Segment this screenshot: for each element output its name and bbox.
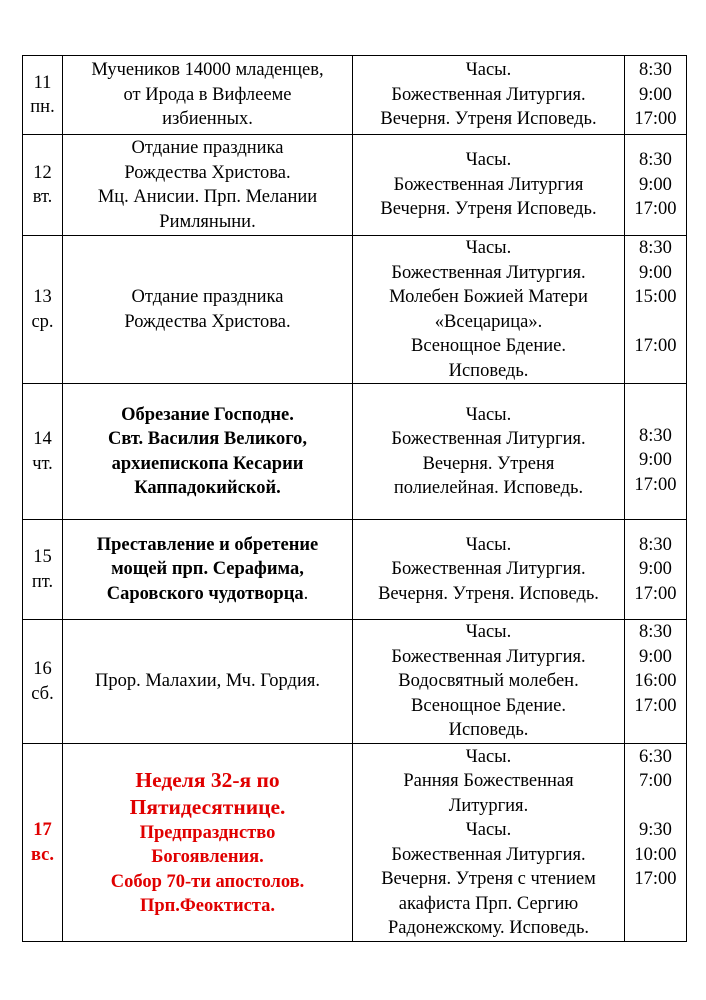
saint-line: Мц. Анисии. Прп. Мелании	[97, 187, 318, 207]
service-line: «Всецарица».	[434, 311, 543, 332]
day-cell	[23, 384, 63, 520]
day-cell	[23, 236, 63, 384]
time-line: 17:00	[634, 474, 677, 495]
services-cell	[353, 520, 625, 620]
day-cell	[23, 135, 63, 236]
times-cell	[625, 236, 687, 384]
service-line: Всенощное Бдение.	[410, 695, 567, 716]
services-cell	[353, 744, 625, 942]
service-line: Божественная Литургия.	[391, 646, 586, 667]
saint-line: Предпразднство	[139, 822, 276, 843]
schedule-row-14	[23, 384, 687, 520]
service-line: Божественная Литургия	[393, 174, 584, 195]
time-line: 9:00	[639, 262, 672, 283]
service-line: Часы.	[465, 820, 512, 840]
saint-cell	[63, 56, 353, 135]
time-line: 9:00	[639, 559, 672, 580]
saint-line: Рождества Христова.	[124, 162, 291, 183]
saint-line: Обрезание Господне.	[121, 404, 294, 425]
saint-cell	[63, 744, 353, 942]
time-line: 17:00	[634, 109, 677, 130]
saint-line: Прор. Малахии, Мч. Гордия.	[95, 671, 320, 692]
time-line	[628, 718, 683, 743]
saint-cell	[63, 135, 353, 236]
time-line: 6:30	[639, 746, 672, 767]
day-cell	[23, 56, 63, 135]
services-cell	[353, 56, 625, 135]
times-cell	[625, 520, 687, 620]
time-line: 17:00	[634, 199, 677, 220]
service-line: Исповедь.	[448, 720, 529, 741]
service-line: Часы.	[465, 404, 512, 425]
day-weekday: вт.	[32, 187, 53, 207]
saint-line-text: Саровского чудотворца	[106, 583, 304, 604]
day-weekday: пт.	[31, 571, 54, 592]
service-line: Вечерня. Утреня Исповедь.	[380, 199, 597, 220]
time-line: 8:30	[639, 425, 672, 446]
times-cell	[625, 384, 687, 520]
schedule-table	[22, 55, 687, 942]
saint-line: Богоявления.	[151, 847, 264, 867]
time-line: 10:00	[634, 844, 677, 865]
time-line: 9:00	[639, 84, 672, 105]
day-number: 13	[33, 287, 52, 307]
day-number: 11	[33, 72, 52, 93]
day-cell	[23, 520, 63, 620]
saint-line: архиепископа Кесарии	[111, 453, 304, 474]
services-cell	[353, 620, 625, 744]
service-line: Божественная Литургия.	[391, 262, 586, 283]
service-line: Вечерня. Утреня. Исповедь.	[378, 583, 599, 604]
day-weekday: сб.	[31, 683, 54, 704]
service-line: Часы.	[465, 534, 512, 555]
saint-line: Отдание праздника	[131, 138, 284, 158]
time-line: 17:00	[634, 695, 677, 716]
saint-line: Рождества Христова.	[124, 311, 291, 332]
saint-line: Свт. Василия Великого,	[107, 429, 308, 449]
service-line: Божественная Литургия.	[391, 429, 586, 449]
saint-line: Прп.Феоктиста.	[139, 896, 276, 916]
time-line	[628, 794, 683, 819]
time-line: 17:00	[634, 583, 677, 604]
day-weekday: вс.	[30, 844, 55, 865]
saint-line: Римляныни.	[159, 211, 256, 232]
day-number: 12	[33, 162, 52, 183]
service-line: Часы.	[465, 238, 512, 258]
day-weekday: ср.	[31, 311, 54, 332]
time-line: 8:30	[639, 150, 672, 171]
service-line: Вечерня. Утреня Исповедь.	[380, 109, 597, 130]
time-line: 8:30	[639, 238, 672, 258]
time-line: 7:00	[639, 771, 672, 791]
service-line: Вечерня. Утреня с чтением	[381, 869, 596, 889]
service-line: Радонежскому. Исповедь.	[387, 918, 590, 938]
time-line: 17:00	[634, 336, 677, 356]
time-line: 16:00	[634, 671, 677, 692]
service-line: Водосвятный молебен.	[398, 671, 579, 692]
schedule-row-17	[23, 744, 687, 942]
service-line: Вечерня. Утреня	[422, 453, 555, 474]
times-cell	[625, 744, 687, 942]
time-line: 9:30	[639, 820, 672, 840]
day-number: 17	[33, 820, 52, 840]
time-line: 9:00	[639, 450, 672, 471]
saint-line: избиенных.	[162, 109, 253, 130]
service-line: Божественная Литургия.	[391, 84, 586, 105]
service-line: Всенощное Бдение.	[410, 336, 567, 356]
day-weekday: пн.	[30, 97, 55, 117]
services-cell	[353, 135, 625, 236]
day-weekday: чт.	[32, 453, 53, 474]
saint-line	[66, 582, 349, 607]
saint-line: Собор 70-ти апостолов.	[110, 871, 305, 892]
time-line: 8:30	[639, 534, 672, 555]
schedule-row-15	[23, 520, 687, 620]
time-line: 8:30	[639, 60, 672, 81]
times-cell	[625, 135, 687, 236]
time-line: 9:00	[639, 646, 672, 667]
times-cell	[625, 56, 687, 135]
time-line	[628, 892, 683, 917]
service-line: Исповедь.	[448, 360, 529, 381]
service-line: акафиста Прп. Сергию	[398, 893, 579, 914]
service-line: Часы.	[465, 746, 512, 767]
saint-cell	[63, 236, 353, 384]
saint-title-line: Пятидесятнице.	[129, 794, 286, 819]
saint-line: от Ирода в Вифлееме	[123, 84, 292, 105]
time-line: 9:00	[639, 174, 672, 195]
saint-line: мощей прп. Серафима,	[111, 559, 304, 580]
schedule-row-11	[23, 56, 687, 135]
service-line: Божественная Литургия.	[391, 844, 586, 865]
service-line: Ранняя Божественная	[403, 771, 574, 791]
time-line: 8:30	[639, 622, 672, 643]
saint-line: Каппадокийской.	[134, 478, 281, 498]
saint-title-line: Неделя 32-я по	[135, 767, 280, 792]
service-line: Часы.	[465, 150, 512, 171]
service-line: Часы.	[465, 60, 512, 81]
saint-line-tail: .	[303, 583, 309, 604]
service-line: Литургия.	[448, 795, 529, 816]
time-line	[628, 310, 683, 335]
service-line: Часы.	[465, 622, 512, 643]
day-number: 16	[33, 659, 52, 679]
times-cell	[625, 620, 687, 744]
services-cell	[353, 236, 625, 384]
day-number: 14	[33, 429, 52, 449]
service-line: Божественная Литургия.	[391, 559, 586, 580]
services-cell	[353, 384, 625, 520]
saint-cell	[63, 620, 353, 744]
saint-line: Мучеников 14000 младенцев,	[91, 60, 324, 81]
saint-cell	[63, 520, 353, 620]
saint-line: Преставление и обретение	[96, 534, 319, 555]
schedule-row-13	[23, 236, 687, 384]
day-cell	[23, 744, 63, 942]
time-line	[628, 359, 683, 384]
service-line: Молебен Божией Матери	[389, 287, 588, 307]
service-line: полиелейная. Исповедь.	[393, 478, 584, 498]
schedule-row-12	[23, 135, 687, 236]
time-line	[628, 916, 683, 941]
day-cell	[23, 620, 63, 744]
day-number: 15	[33, 547, 52, 567]
time-line: 15:00	[634, 287, 677, 307]
time-line: 17:00	[634, 869, 677, 889]
schedule-row-16	[23, 620, 687, 744]
saint-cell	[63, 384, 353, 520]
saint-line: Отдание праздника	[131, 287, 284, 307]
